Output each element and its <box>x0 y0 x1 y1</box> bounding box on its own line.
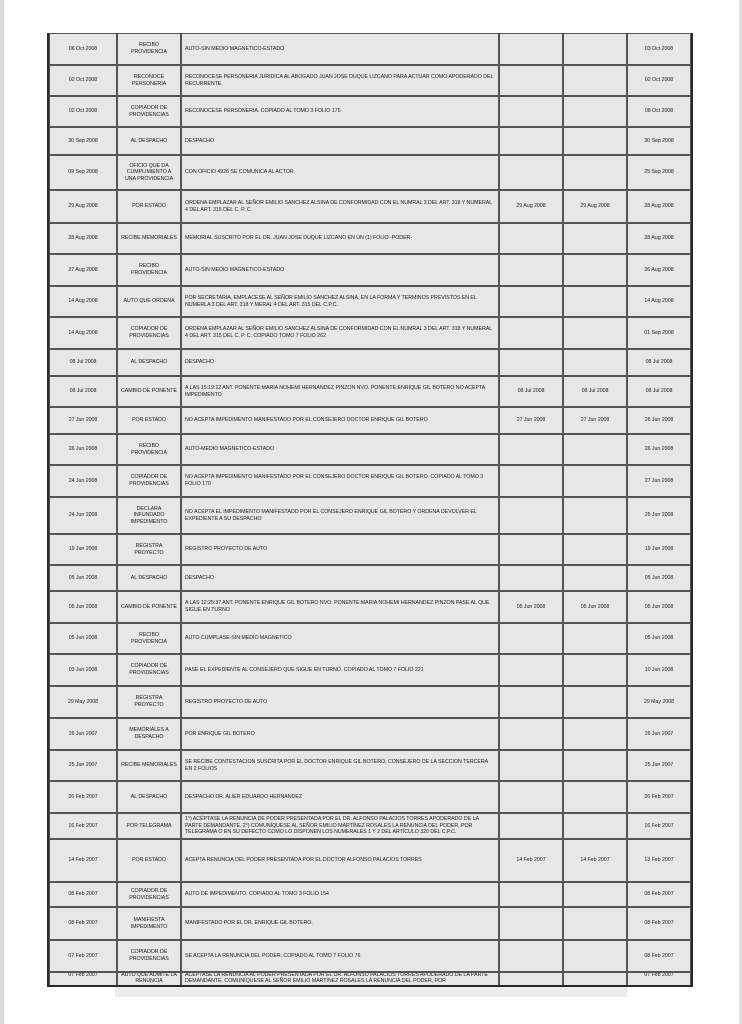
table-row <box>49 497 691 534</box>
entry-note: AUTO-MEDIO MAGNETICO-ESTADO <box>181 434 499 465</box>
entry-date-record: 08 Oct 2008 <box>627 96 691 127</box>
entry-date-record: 08 Feb 2007 <box>627 907 691 940</box>
entry-date: 07 Feb 2007 <box>49 940 117 972</box>
entry-date-end <box>563 750 627 781</box>
entry-date-record: 08 Feb 2007 <box>627 882 691 907</box>
entry-note: DESPACHO <box>181 127 499 155</box>
entry-action: POR ESTADO <box>117 407 181 434</box>
entry-action: COPIADOR DE PROVIDENCIAS <box>117 654 181 686</box>
entry-date-start <box>499 155 563 190</box>
entry-action: RECIBO PROVIDENCIA <box>117 254 181 286</box>
entry-date-end <box>563 972 627 987</box>
entry-note: A LAS 12:25:37 ANT. PONENTE:ENRIQUE GIL BOTERO NVO. PONENTE:MARIA NOHEMI HERNANDEZ PINZON PASE AL QUE SIGUE EN TURNO <box>181 591 499 623</box>
entry-date-start <box>499 781 563 813</box>
entry-date: 26 Jun 2007 <box>49 718 117 750</box>
entry-date-end <box>563 686 627 718</box>
entry-date: 26 Feb 2007 <box>49 781 117 813</box>
entry-note: 1°) ACÉPTASE LA RENUNCIA DE PODER PRESENTADA POR EL DR. ALFONSO PALACIOS TORRES APODERADO DE LA PARTE DEMANDANTE. 2°) COMUNÍQUESE AL SEÑOR EMILIO MARTÍNEZ ROSALES LA RENUNCIA DEL PODER, POR TELEGRAMA O EN SU DEFECTO COMO LO DISPONEN LOS NUMERALES 1 Y 2 DEL ARTÍCULO 320 DEL C.P.C. <box>181 813 499 839</box>
entry-date: 25 Jun 2007 <box>49 750 117 781</box>
entry-date-end <box>563 33 627 65</box>
entry-action: RECIBO PROVIDENCIA <box>117 434 181 465</box>
docket-sheet <box>47 33 693 987</box>
entry-action: COPIADOR DE PROVIDENCIAS <box>117 96 181 127</box>
entry-date-end: 27 Jun 2008 <box>563 407 627 434</box>
table-row <box>49 839 691 882</box>
entry-date: 08 Feb 2007 <box>49 907 117 940</box>
entry-note: DESPACHO <box>181 565 499 591</box>
table-row <box>49 972 691 987</box>
entry-date: 27 Jun 2008 <box>49 407 117 434</box>
table-row <box>49 940 691 972</box>
table-row <box>49 317 691 349</box>
entry-date: 14 Aug 2008 <box>49 286 117 317</box>
entry-note: ORDENA EMPLAZAR AL SEÑOR EMILIO SANCHEZ ALSINA DE CONFORMIDAD CON EL NUMRAL 3 DEL ART. 318 Y NUMERAL 4 DEL ART. 315 DEL C. P. C. <box>181 190 499 223</box>
entry-note: DESPACHO <box>181 349 499 376</box>
entry-date-start <box>499 223 563 254</box>
entry-action: COPIADOR DE PROVIDENCIAS <box>117 317 181 349</box>
entry-date-start <box>499 349 563 376</box>
entry-date-end <box>563 223 627 254</box>
entry-date-start <box>499 65 563 96</box>
entry-date: 14 Aug 2008 <box>49 317 117 349</box>
entry-note: ACEPTA RENUNCIA DEL PODER PRESENTADA POR EL DOCTOR ALFONSO PALACIOS TORRES <box>181 839 499 882</box>
entry-date-record: 14 Aug 2008 <box>627 286 691 317</box>
entry-action: RECIBO PROVIDENCIA <box>117 33 181 65</box>
entry-date-start: 27 Jun 2008 <box>499 407 563 434</box>
entry-action: AUTO QUE ADMITE LA RENUNCIA <box>117 972 181 987</box>
entry-date-start <box>499 127 563 155</box>
entry-date-end <box>563 317 627 349</box>
entry-note: POR SECRETARIA, EMPLACESE AL SEÑOR EMILIO SANCHEZ ALSINA, EN LA FORMA Y TERMINOS PREVISTOS EN EL NUMERLA 3 DEL ART. 318 Y MERAL 4 DEL ART. 315 DEL C.P.C. <box>181 286 499 317</box>
table-row <box>49 223 691 254</box>
entry-date-end: 29 Aug 2008 <box>563 190 627 223</box>
entry-note: ACÉPTASE LA RENUNCIA AL PODER PRESENTADA POR EL DR. ALFONSO PALACIOS TORRES APODERADO DE LA PARTE DEMANDANTE. COMUNÍQUESE AL SEÑOR EMILIO MARTÍNEZ ROSALES LA RENUNCIA DEL PODER, POR <box>181 972 499 987</box>
entry-note: AUTO CUMPLASE-SIN MEDIO MAGNETICO <box>181 623 499 654</box>
entry-date-record: 01 Sep 2008 <box>627 317 691 349</box>
entry-action: AL DESPACHO <box>117 565 181 591</box>
entry-date-record: 25 Sep 2008 <box>627 155 691 190</box>
entry-date-start <box>499 718 563 750</box>
entry-date-record: 29 May 2008 <box>627 686 691 718</box>
entry-date: 09 Sep 2008 <box>49 155 117 190</box>
entry-note: NO ACEPTA IMPEDIMENTO MANIFESTADO POR EL CONSEJERO DOCTOR ENRIQUE GIL BOTERO. COPIADO AL TOMO 3 FOLIO 170 <box>181 465 499 497</box>
entry-note: AUTO-SIN MEDIO MAGNETICO-ESTADO <box>181 33 499 65</box>
entry-date-record: 08 Feb 2007 <box>627 940 691 972</box>
entry-action: COPIADOR DE PROVIDENCIAS <box>117 940 181 972</box>
entry-action: AL DESPACHO <box>117 127 181 155</box>
entry-action: AL DESPACHO <box>117 349 181 376</box>
entry-date-start <box>499 286 563 317</box>
entry-note: ORDENA EMPLAZAR AL SEÑOR EMILIO SANCHEZ ALSINA DE CONFORMIDAD CON EL NUMRAL 3 DEL ART. 318 Y NUMERAL 4 DEL ART. 315 DEL C. P. C. COPIADO TOMO 7 FOLIO 262 <box>181 317 499 349</box>
entry-date-record: 02 Oct 2008 <box>627 65 691 96</box>
entry-date-end <box>563 65 627 96</box>
entry-date-start <box>499 750 563 781</box>
entry-action: AL DESPACHO <box>117 781 181 813</box>
entry-date-record: 30 Sep 2008 <box>627 127 691 155</box>
entry-date-end <box>563 882 627 907</box>
entry-note: AUTO-SIN MEDIO MAGNETICO-ESTADO <box>181 254 499 286</box>
entry-date-record: 08 Jul 2008 <box>627 376 691 407</box>
entry-date: 16 Feb 2007 <box>49 813 117 839</box>
entry-date-record: 26 Aug 2008 <box>627 254 691 286</box>
entry-date-start <box>499 317 563 349</box>
table-row <box>49 434 691 465</box>
table-row <box>49 127 691 155</box>
table-row <box>49 623 691 654</box>
entry-date: 08 Feb 2007 <box>49 882 117 907</box>
entry-date: 07 Feb 2007 <box>49 972 117 987</box>
entry-note: POR ENRIQUE GIL BOTERO <box>181 718 499 750</box>
entry-date-end: 05 Jun 2008 <box>563 591 627 623</box>
table-row <box>49 686 691 718</box>
entry-date: 28 Aug 2008 <box>49 223 117 254</box>
entry-date-start <box>499 33 563 65</box>
entry-action: AUTO QUE ORDENA <box>117 286 181 317</box>
entry-date: 08 Jul 2008 <box>49 376 117 407</box>
entry-date-end <box>563 623 627 654</box>
entry-action: POR ESTADO <box>117 190 181 223</box>
entry-date-end <box>563 781 627 813</box>
entry-note: CON OFICIO 4926 SE COMUNICA AL ACTOR. <box>181 155 499 190</box>
entry-date: 03 Jun 2008 <box>49 654 117 686</box>
entry-date-record: 03 Oct 2008 <box>627 33 691 65</box>
entry-date-record: 26 Jun 2008 <box>627 407 691 434</box>
entry-date-start: 08 Jul 2008 <box>499 376 563 407</box>
entry-note: RECONOCESE PERSONERIA JURIDICA AL ABOGADO JUAN JOSE DUQUE LIZCANO PARA ACTUAR COMO APODERADO DEL RECURRENTE. <box>181 65 499 96</box>
entry-action: RECIBO PROVIDENCIA <box>117 623 181 654</box>
entry-date-start <box>499 972 563 987</box>
entry-action: CAMBIO DE PONENTE <box>117 376 181 407</box>
entry-date: 02 Oct 2008 <box>49 65 117 96</box>
entry-date-start <box>499 813 563 839</box>
entry-date-start <box>499 654 563 686</box>
entry-action: REGISTRA PROYECTO <box>117 686 181 718</box>
entry-date-start <box>499 254 563 286</box>
table-row <box>49 591 691 623</box>
table-row <box>49 534 691 565</box>
entry-date-end <box>563 434 627 465</box>
entry-date-end <box>563 286 627 317</box>
entry-note: MANIFESTADO POR EL DR. ENRIQUE GIL BOTERO. <box>181 907 499 940</box>
entry-date-record: 13 Feb 2007 <box>627 839 691 882</box>
entry-date-end <box>563 96 627 127</box>
table-row <box>49 781 691 813</box>
entry-date-record: 26 Jun 2007 <box>627 718 691 750</box>
entry-date-end <box>563 813 627 839</box>
entry-note: NO ACEPTA EL IMPEDIMENTO MANIFESTADO POR EL CONSEJERO ENRIQUE GIL BOTERO Y ORDENA DEVOLVER EL EXPEDIENTE A SU DESPACHO <box>181 497 499 534</box>
entry-date-end <box>563 254 627 286</box>
entry-date: 26 Jun 2008 <box>49 434 117 465</box>
entry-date-record: 05 Jun 2008 <box>627 623 691 654</box>
entry-note: REGISTRO PROYECTO DE AUTO <box>181 686 499 718</box>
entry-action: MANIFIESTA IMPEDIMENTO <box>117 907 181 940</box>
entry-date-record: 05 Jun 2008 <box>627 591 691 623</box>
table-row <box>49 254 691 286</box>
entry-date: 29 May 2008 <box>49 686 117 718</box>
entry-note: A LAS 15:19:12 ANT. PONENTE:MARIA NOHEMI HERNANDEZ PINZON NVO. PONENTE:ENRIQUE GIL BOTERO NO ACEPTA IMPEDIMENTO <box>181 376 499 407</box>
table-row <box>49 813 691 839</box>
entry-date-end <box>563 534 627 565</box>
entry-action: OFICIO QUE DA CUMPLIMIENTO A UNA PROVIDENCIA <box>117 155 181 190</box>
table-row <box>49 190 691 223</box>
entry-date: 29 Aug 2008 <box>49 190 117 223</box>
table-row <box>49 750 691 781</box>
table-row <box>49 286 691 317</box>
page-bottom-strip <box>115 987 627 997</box>
table-row <box>49 349 691 376</box>
entry-date-record: 26 Feb 2007 <box>627 781 691 813</box>
entry-date-end <box>563 465 627 497</box>
entry-date-record: 10 Jun 2008 <box>627 654 691 686</box>
entry-date-record: 27 Jun 2008 <box>627 465 691 497</box>
entry-note: REGISTRO PROYECTO DE AUTO <box>181 534 499 565</box>
entry-action: REGISTRA PROYECTO <box>117 534 181 565</box>
entry-date: 30 Sep 2008 <box>49 127 117 155</box>
entry-date: 24 Jun 2008 <box>49 465 117 497</box>
entry-date-end <box>563 718 627 750</box>
table-row <box>49 465 691 497</box>
entry-action: CAMBIO DE PONENTE <box>117 591 181 623</box>
entry-date-start <box>499 882 563 907</box>
entry-date: 02 Oct 2008 <box>49 96 117 127</box>
entry-date-start <box>499 565 563 591</box>
entry-date-end: 14 Feb 2007 <box>563 839 627 882</box>
entry-date-record: 08 Jul 2008 <box>627 349 691 376</box>
entry-date-start <box>499 96 563 127</box>
entry-date-end <box>563 565 627 591</box>
entry-date: 05 Jun 2008 <box>49 591 117 623</box>
table-row <box>49 882 691 907</box>
entry-date: 19 Jun 2008 <box>49 534 117 565</box>
entry-date: 14 Feb 2007 <box>49 839 117 882</box>
entry-action: DECLARA INFUNDADO IMPEDIMENTO <box>117 497 181 534</box>
entry-date-start: 05 Jun 2008 <box>499 591 563 623</box>
entry-action: RECONOCE PERSONERIA <box>117 65 181 96</box>
entry-date-end <box>563 907 627 940</box>
entry-action: MEMORIALES A DESPACHO <box>117 718 181 750</box>
entry-note: AUTO DE IMPEDIMENTO. COPIADO AL TOMO 3 FOLIO 154 <box>181 882 499 907</box>
entry-note: SE RECIBE CONTESTACION SUSCRITA POR EL DOCTOR ENRIQUE GIL BOTERO, CONSEJERO DE LA SECCION TERCERA EN 2 FOLIOS <box>181 750 499 781</box>
table-row <box>49 718 691 750</box>
entry-date: 05 Jun 2008 <box>49 623 117 654</box>
entry-note: MEMORIAL SUSCRITO POR EL DR. JUAN JOSE DUQUE LIZCANO EN UN (1) FOLIO -PODER- <box>181 223 499 254</box>
entry-action: COPIADOR DE PROVIDENCIAS <box>117 882 181 907</box>
entry-date-end: 08 Jul 2008 <box>563 376 627 407</box>
entry-date-record: 16 Feb 2007 <box>627 813 691 839</box>
entry-note: NO ACEPTA IMPEDIMENTO MANIFESTADO POR EL CONSEJERO DOCTOR ENRIQUE GIL BOTERO <box>181 407 499 434</box>
entry-date-end <box>563 127 627 155</box>
entry-date: 24 Jun 2008 <box>49 497 117 534</box>
entry-date-start <box>499 497 563 534</box>
entry-date-start <box>499 940 563 972</box>
table-row <box>49 565 691 591</box>
entry-date-end <box>563 349 627 376</box>
entry-date-end <box>563 940 627 972</box>
table-row <box>49 654 691 686</box>
entry-action: COPIADOR DE PROVIDENCIAS <box>117 465 181 497</box>
entry-action: POR ESTADO <box>117 839 181 882</box>
entry-date: 05 Jun 2008 <box>49 565 117 591</box>
entry-note: SE ACEPTA LA RENUNCIA DEL PODER. COPIADO AL TOMO 7 FOLIO 76 <box>181 940 499 972</box>
entry-date-start: 29 Aug 2008 <box>499 190 563 223</box>
entry-date-record: 25 Jun 2008 <box>627 497 691 534</box>
entry-date-end <box>563 497 627 534</box>
entry-note: PASE EL EXPEDIENTE AL CONSEJERO QUE SIGUE EN TURNO. COPIADO AL TOMO 7 FOLIO 221 <box>181 654 499 686</box>
entry-date-start <box>499 434 563 465</box>
entry-action: RECIBE MEMORIALES <box>117 750 181 781</box>
page-edge-left <box>0 0 4 1024</box>
entry-date-start <box>499 623 563 654</box>
entry-date-record: 28 Aug 2008 <box>627 223 691 254</box>
table-row <box>49 376 691 407</box>
entry-date: 08 Jul 2008 <box>49 349 117 376</box>
entry-date-record: 25 Jun 2007 <box>627 750 691 781</box>
entry-date-record: 19 Jun 2008 <box>627 534 691 565</box>
entry-date-end <box>563 654 627 686</box>
entry-date-start <box>499 534 563 565</box>
entry-date-start: 14 Feb 2007 <box>499 839 563 882</box>
entry-date-start <box>499 686 563 718</box>
entry-date: 27 Aug 2008 <box>49 254 117 286</box>
table-row <box>49 407 691 434</box>
entry-action: POR TELEGRAMA <box>117 813 181 839</box>
entry-date: 06 Oct 2008 <box>49 33 117 65</box>
table-row <box>49 907 691 940</box>
entry-note: RECONOCESE PERSONERIA. COPIADO AL TOMO 3 FOLIO 175 <box>181 96 499 127</box>
table-row <box>49 33 691 65</box>
entry-date-record: 28 Aug 2008 <box>627 190 691 223</box>
table-row <box>49 96 691 127</box>
entry-action: RECIBE MEMORIALES <box>117 223 181 254</box>
entry-date-end <box>563 155 627 190</box>
entry-date-start <box>499 907 563 940</box>
docket-table <box>49 33 691 987</box>
entry-date-record: 26 Jun 2008 <box>627 434 691 465</box>
docket-table-body <box>49 33 691 987</box>
table-row <box>49 155 691 190</box>
entry-date-record: 05 Jun 2008 <box>627 565 691 591</box>
entry-date-record: 07 Feb 2007 <box>627 972 691 987</box>
entry-date-start <box>499 465 563 497</box>
entry-note: DESPACHO DR. ALIER EDUARDO HERNANDEZ <box>181 781 499 813</box>
table-row <box>49 65 691 96</box>
